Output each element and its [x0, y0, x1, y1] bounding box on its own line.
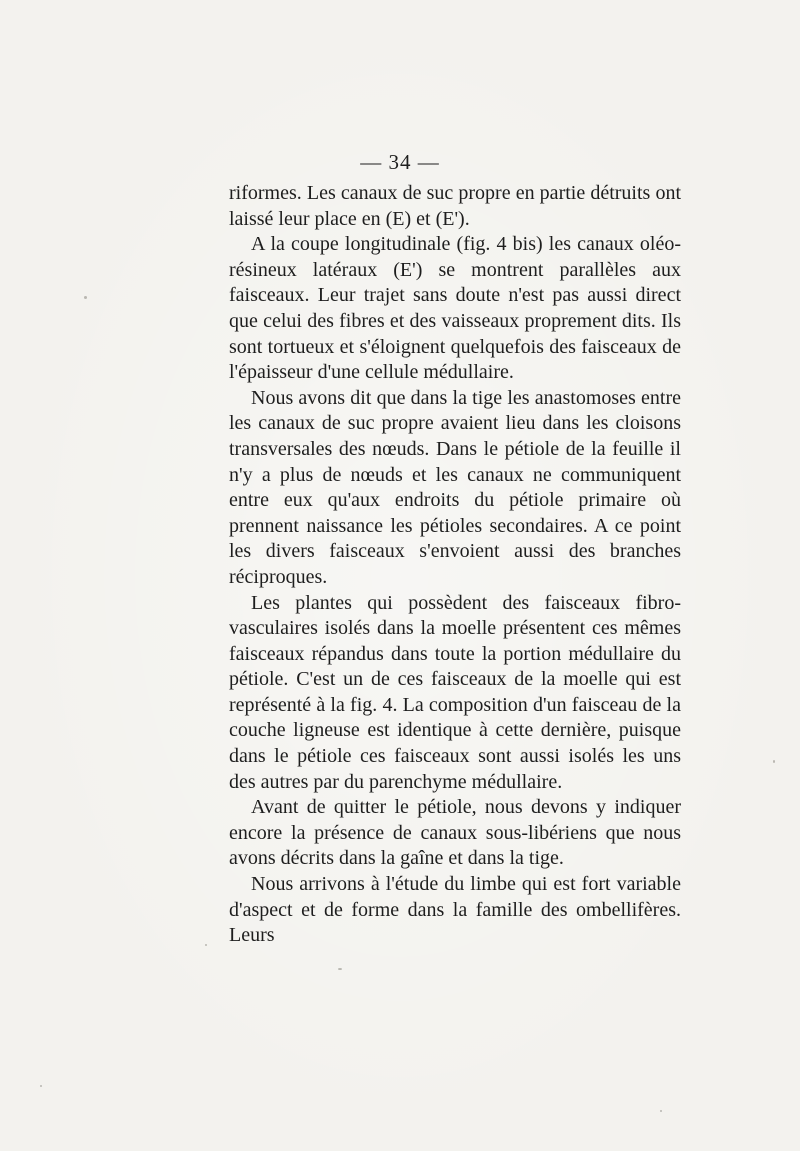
paper-speck: [84, 296, 87, 299]
paper-speck: [205, 944, 207, 946]
paper-speck: [338, 968, 342, 970]
paragraph-5: Avant de quitter le pétiole, nous devons y indiquer encore la présence de canaux sous-libériens que nous avons décrits dans la gaîne et dans la tige.: [229, 796, 681, 870]
paragraph-6: Nous arrivons à l'étude du limbe qui est fort variable d'aspect et de forme dans la famille des ombellifères. Leurs: [229, 873, 681, 947]
page-number: — 34 —: [360, 150, 440, 174]
paragraph-3: Nous avons dit que dans la tige les anastomoses entre les canaux de suc propre avaient lieu dans les cloisons transversales des nœuds. Dans le pétiole de la feuille il n'y a plus de nœuds et les canaux ne communiquent entre eux qu'aux endroits du pétiole primaire où prennent naissance les pétioles secondaires. A ce point les divers faisceaux s'envoient aussi des branches réciproques.: [229, 386, 681, 588]
body-text: [229, 181, 681, 949]
paper-speck: [660, 1110, 662, 1112]
paper-speck: [773, 760, 775, 763]
paragraph-2: A la coupe longitudinale (fig. 4 bis) les canaux oléo-résineux latéraux (E') se montrent parallèles aux faisceaux. Leur trajet sans doute n'est pas aussi direct que celui des fibres et des vaisseaux proprement dits. Ils sont tortueux et s'éloignent quelquefois des faisceaux de l'épaisseur d'une cellule médullaire.: [229, 233, 681, 384]
paper-speck: [40, 1085, 42, 1087]
paragraph-4: Les plantes qui possèdent des faisceaux fibro-vasculaires isolés dans la moelle présentent ces mêmes faisceaux répandus dans toute la portion médullaire du pétiole. C'est un de ces faisceaux de la moelle qui est représenté à la fig. 4. La composition d'un faisceau de la couche ligneuse est identique à cette dernière, puisque dans le pétiole ces faisceaux sont aussi isolés les uns des autres par du parenchyme médullaire.: [229, 591, 681, 793]
paragraph-1: riformes. Les canaux de suc propre en partie détruits ont laissé leur place en (E) et (E').: [229, 182, 681, 230]
